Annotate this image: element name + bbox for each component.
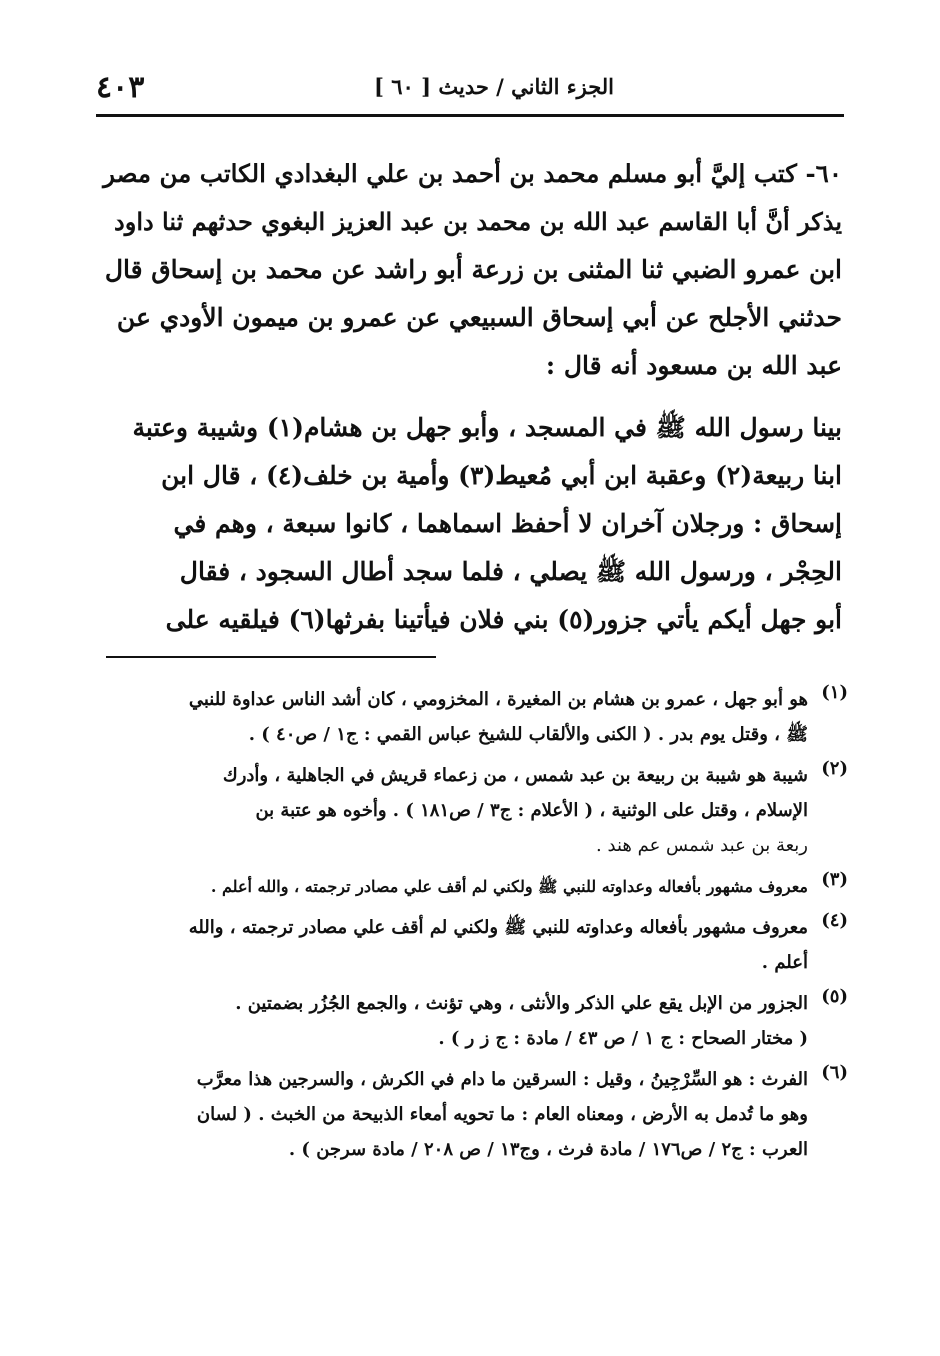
footnote-4 xyxy=(100,910,848,980)
footnote-line: هو أبو جهل ، عمرو بن هشام بن المغيرة ، المخزومي ، كان أشد الناس عداوة للنبي xyxy=(188,689,808,710)
text-line: بينا رسول الله ﷺ في المسجد ، وأبو جهل بن هشام(١) وشيبة وعتبة xyxy=(132,413,842,442)
footnote-number: (٦) xyxy=(821,1062,848,1083)
footnote-line: ربعة بن عبد شمس عم هند . xyxy=(596,835,808,856)
running-title: الجزء الثاني / حديث [ ٦٠ ] xyxy=(373,74,614,99)
footnote-separator xyxy=(106,656,436,658)
page-header xyxy=(96,66,844,117)
footnote-line: ( مختار الصحاح : ج ١ / ص ٤٣ / مادة : ج ز ر ) . xyxy=(438,1028,808,1049)
footnote-line: ﷺ ، وقتل يوم بدر . ( الكنى والألقاب للشيخ عباس القمي : ج١ / ص٤٠ ) . xyxy=(248,724,808,745)
page-number: ٤٠٣ xyxy=(96,70,145,105)
text-line: حدثني الأجلح عن أبي إسحاق السبيعي عن عمرو بن ميمون الأودي عن xyxy=(116,303,842,332)
footnote-line: العرب : ج٢ / ص١٧٦ / مادة فرث ، وج١٣ / ص ٢٠٨ / مادة سرجن ) . xyxy=(288,1139,808,1160)
footnote-1 xyxy=(100,682,848,752)
footnote-3 xyxy=(100,869,848,904)
text-line: ٦٠- كتب إليَّ أبو مسلم محمد بن أحمد بن علي البغدادي الكاتب من مصر xyxy=(103,159,842,188)
footnote-line: معروف مشهور بأفعاله وعداوته للنبي ﷺ ولكني لم أقف علي مصادر ترجمته ، والله xyxy=(188,917,808,938)
footnote-line: الإسلام ، وقتل على الوثنية ، ( الأعلام : ج٣ / ص١٨١ ) . وأخوه هو عتبة بن xyxy=(255,800,808,821)
footnote-line: معروف مشهور بأفعاله وعداوته للنبي ﷺ ولكني لم أقف علي مصادر ترجمته ، والله أعلم . xyxy=(210,877,808,896)
hadith-isnad-paragraph xyxy=(100,150,842,390)
footnote-number: (٢) xyxy=(821,758,848,779)
footnote-number: (٥) xyxy=(821,986,848,1007)
text-line: ابنا ربيعة(٢) وعقبة ابن أبي مُعيط(٣) وأمية بن خلف(٤) ، قال ابن xyxy=(161,461,842,490)
hadith-matn-paragraph xyxy=(100,404,842,644)
footnote-number: (٣) xyxy=(821,869,848,890)
text-line: إسحاق : ورجلان آخران لا أحفظ اسماهما ، كانوا سبعة ، وهم في xyxy=(173,509,842,538)
text-line: أبو جهل أيكم يأتي جزور(٥) بني فلان فيأتينا بفرثها(٦) فيلقيه على xyxy=(165,605,842,634)
footnote-line: وهو ما تُدمل به الأرض ، ومعناه العام : ما تحويه أمعاء الذبيحة من الخبث . ( لسان xyxy=(196,1104,808,1125)
footnotes xyxy=(100,682,848,1173)
footnote-2 xyxy=(100,758,848,863)
main-text xyxy=(100,150,842,644)
footnote-number: (١) xyxy=(821,682,848,703)
footnote-line: الجزور من الإبل يقع علي الذكر والأنثى ، وهي تؤنث ، والجمع الجُزُر بضمتين . xyxy=(235,993,808,1014)
footnote-number: (٤) xyxy=(821,910,848,931)
footnote-line: الفرث : هو السِّرْجِينُ ، وقيل : السرقين ما دام في الكرش ، والسرجين هذا معرَّب xyxy=(196,1069,808,1090)
footnote-5 xyxy=(100,986,848,1056)
text-line: عبد الله بن مسعود أنه قال : xyxy=(545,351,842,380)
text-line: ابن عمرو الضبي ثنا المثنى بن زرعة أبو راشد عن محمد بن إسحاق قال xyxy=(104,255,842,284)
footnote-6 xyxy=(100,1062,848,1167)
footnote-line: شيبة هو شيبة بن ربيعة بن عبد شمس ، من زعماء قريش في الجاهلية ، وأدرك xyxy=(222,765,808,786)
footnote-line: أعلم . xyxy=(761,952,808,973)
text-line: الحِجْر ، ورسول الله ﷺ يصلي ، فلما سجد أطال السجود ، فقال xyxy=(179,557,842,586)
text-line: يذكر أنَّ أبا القاسم عبد الله بن محمد بن عبد العزيز البغوي حدثهم ثنا داود xyxy=(114,207,842,236)
